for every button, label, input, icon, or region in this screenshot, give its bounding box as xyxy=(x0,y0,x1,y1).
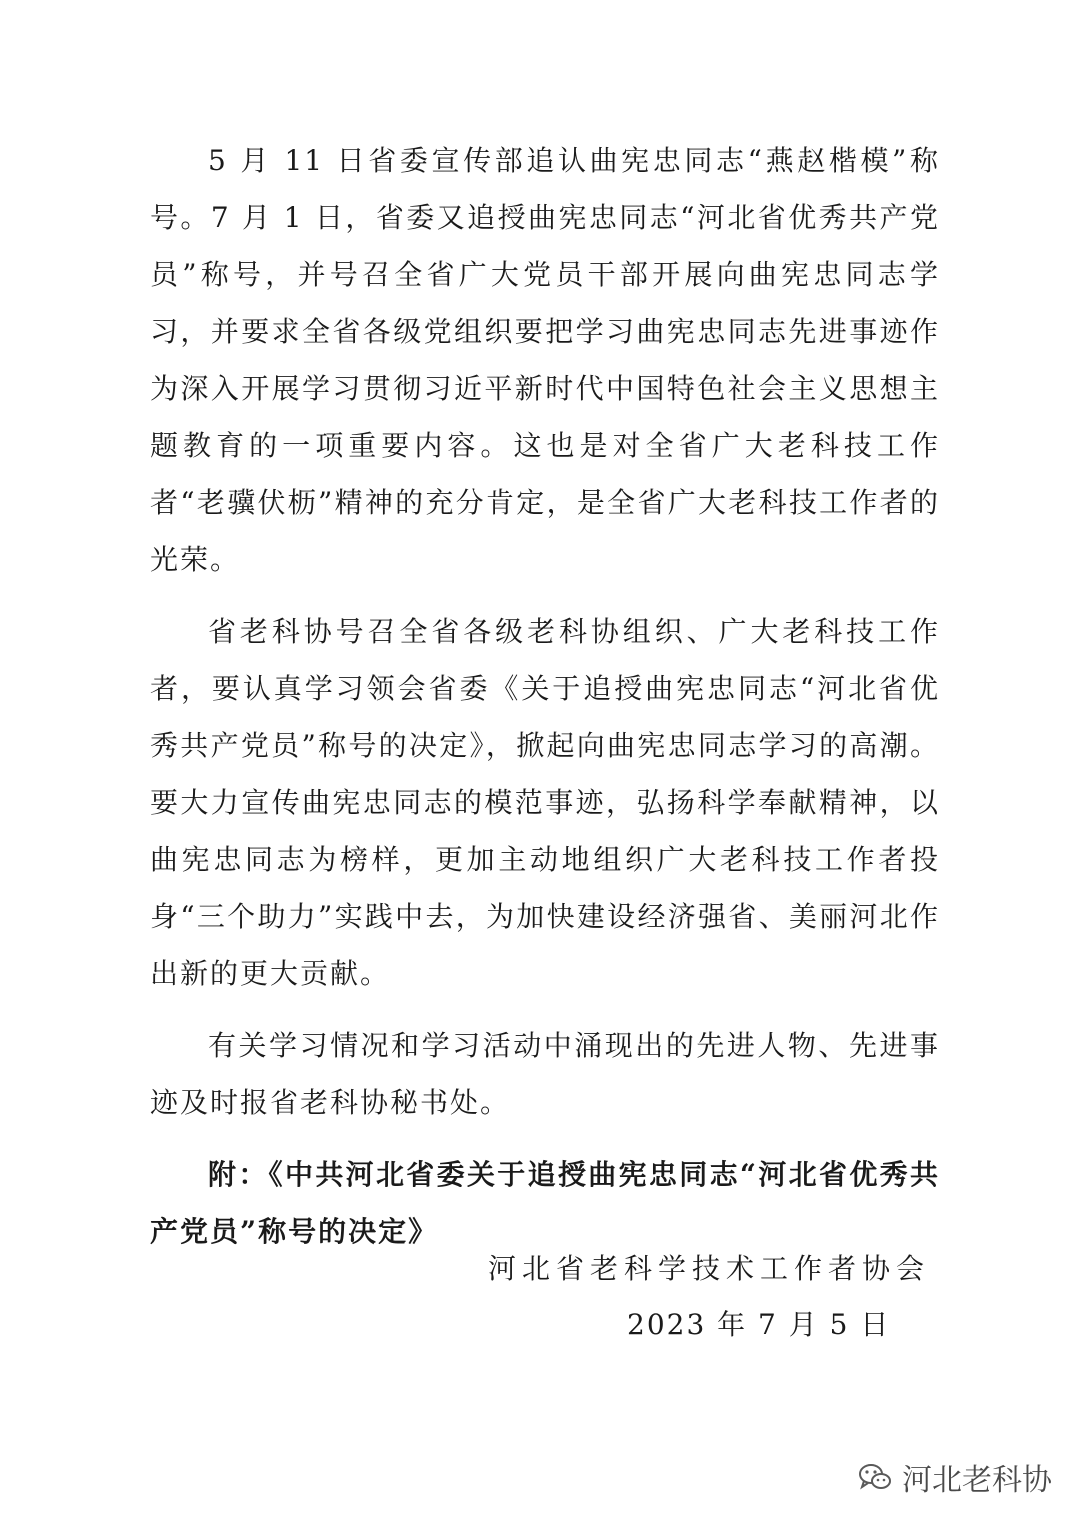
watermark xyxy=(858,1455,1052,1499)
paragraph-2: 省老科协号召全省各级老科协组织、广大老科技工作者，要认真学习领会省委《关于追授曲宪忠同志“河北省优秀共产党员”称号的决定》，掀起向曲宪忠同志学习的高潮。要大力宣传曲宪忠同志的模范事迹，弘扬科学奉献精神，以曲宪忠同志为榜样，更加主动地组织广大老科技工作者投身“三个助力”实践中去，为加快建设经济强省、美丽河北作出新的更大贡献。 xyxy=(150,615,940,990)
document-body xyxy=(150,132,940,1260)
paragraph-1: 5 月 11 日省委宣传部追认曲宪忠同志“燕赵楷模”称号。7 月 1 日，省委又追授曲宪忠同志“河北省优秀共产党员”称号，并号召全省广大党员干部开展向曲宪忠同志学习，并要求全省各级党组织要把学习曲宪忠同志先进事迹作为深入开展学习贯彻习近平新时代中国特色社会主义思想主题教育的一项重要内容。这也是对全省广大老科技工作者“老骥伏枥”精神的充分肯定，是全省广大老科技工作者的光荣。 xyxy=(150,144,940,576)
paragraph-3: 有关学习情况和学习活动中涌现出的先进人物、先进事迹及时报省老科协秘书处。 xyxy=(150,1029,940,1119)
wechat-icon xyxy=(858,1462,892,1492)
signature-date: 2023 年 7 月 5 日 xyxy=(627,1308,891,1341)
watermark-text: 河北老科协 xyxy=(902,1463,1052,1498)
attachment-note: 附：《中共河北省委关于追授曲宪忠同志“河北省优秀共产党员”称号的决定》 xyxy=(150,1158,940,1248)
signature-organization: 河北省老科学技术工作者协会 xyxy=(487,1252,930,1285)
